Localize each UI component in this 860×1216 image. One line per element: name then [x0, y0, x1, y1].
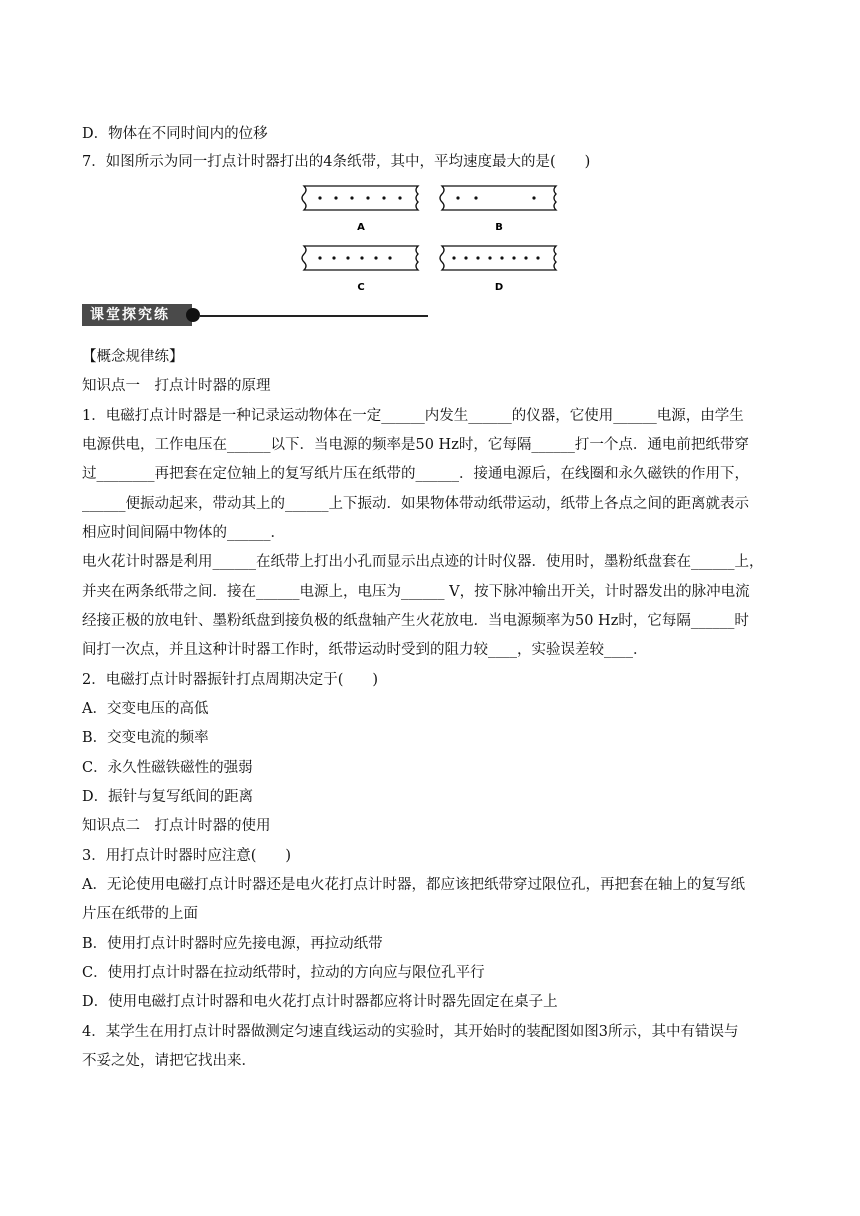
- tape-dot: [536, 256, 539, 259]
- section-rule: [200, 315, 428, 317]
- tape-dot: [452, 256, 455, 259]
- tape-dot: [318, 256, 321, 259]
- body-line: 相应时间间隔中物体的______．: [82, 525, 285, 541]
- paper-tape-d: [440, 246, 556, 293]
- body-line: 3．用打点计时器时应注意( ): [82, 848, 292, 864]
- body-line: A．交变电压的高低: [82, 701, 209, 717]
- tape-label: C: [357, 282, 365, 293]
- tape-dot: [532, 196, 535, 199]
- section-dot-icon: [186, 308, 200, 322]
- tape-dot: [334, 196, 337, 199]
- tape-dot: [346, 256, 349, 259]
- body-line: 【概念规律练】: [82, 349, 184, 365]
- paper-tape-b: [440, 186, 556, 233]
- tape-dot: [464, 256, 467, 259]
- body-line: 电源供电，工作电压在______以下．当电源的频率是50 Hz时，它每隔______打一个点．通电前把纸带穿: [82, 437, 749, 453]
- tape-dot: [456, 196, 459, 199]
- section-title: 课堂探究练: [82, 304, 192, 326]
- tape-label: D: [494, 282, 504, 293]
- body-line: C．永久性磁铁磁性的强弱: [82, 760, 253, 776]
- option-d-q6: D．物体在不同时间内的位移: [82, 126, 268, 142]
- tape-dot: [374, 256, 377, 259]
- body-line: 间打一次点，并且这种计时器工作时，纸带运动时受到的阻力较____，实验误差较____．: [82, 642, 648, 658]
- body-line: C．使用打点计时器在拉动纸带时，拉动的方向应与限位孔平行: [82, 965, 485, 981]
- body-line: 2．电磁打点计时器振针打点周期决定于( ): [82, 672, 379, 688]
- paper-tape-a: [302, 186, 418, 233]
- body-line: D．振针与复写纸间的距离: [82, 789, 254, 805]
- question-7: 7．如图所示为同一打点计时器打出的4条纸带，其中，平均速度最大的是( ): [82, 154, 591, 170]
- tape-dot: [360, 256, 363, 259]
- tape-label: B: [495, 222, 503, 233]
- body-line: D．使用电磁打点计时器和电火花打点计时器都应将计时器先固定在桌子上: [82, 994, 558, 1010]
- tape-dot: [388, 256, 391, 259]
- tape-dot: [476, 256, 479, 259]
- paper-tapes-figure: [290, 180, 580, 295]
- tape-dot: [332, 256, 335, 259]
- body-line: 过________再把套在定位轴上的复写纸片压在纸带的______．接通电源后，在线圈和永久磁铁的作用下，: [82, 466, 749, 482]
- paper-tape-c: [302, 246, 418, 293]
- body-line: 知识点一 打点计时器的原理: [82, 378, 271, 394]
- body-line: A．无论使用电磁打点计时器还是电火花打点计时器，都应该把纸带穿过限位孔，再把套在轴上的复写纸: [82, 877, 745, 893]
- body-line: 经接正极的放电针、墨粉纸盘到接负极的纸盘轴产生火花放电．当电源频率为50 Hz时，它每隔______时: [82, 613, 749, 629]
- body-line: 片压在纸带的上面: [82, 906, 198, 922]
- tape-label: A: [357, 222, 365, 233]
- tape-dot: [500, 256, 503, 259]
- body-line: 并夹在两条纸带之间．接在______电源上，电压为______ V，按下脉冲输出开关，计时器发出的脉冲电流: [82, 584, 750, 600]
- body-line: 4．某学生在用打点计时器做测定匀速直线运动的实验时，其开始时的装配图如图3所示，其中有错误与: [82, 1024, 739, 1040]
- tape-dot: [318, 196, 321, 199]
- tape-dot: [488, 256, 491, 259]
- tape-dot: [382, 196, 385, 199]
- body-line: 知识点二 打点计时器的使用: [82, 818, 271, 834]
- tape-dot: [512, 256, 515, 259]
- body-line: B．交变电流的频率: [82, 730, 209, 746]
- body-line: ______便振动起来，带动其上的______上下振动．如果物体带动纸带运动，纸带上各点之间的距离就表示: [82, 496, 749, 512]
- body-line: 不妥之处，请把它找出来．: [82, 1053, 256, 1069]
- body-line: 1．电磁打点计时器是一种记录运动物体在一定______内发生______的仪器，它使用______电源，由学生: [82, 408, 744, 424]
- body-line: 电火花计时器是利用______在纸带上打出小孔而显示出点迹的计时仪器．使用时，墨粉纸盘套在______上，: [82, 554, 764, 570]
- tape-dot: [350, 196, 353, 199]
- tape-dot: [474, 196, 477, 199]
- body-line: B．使用打点计时器时应先接电源，再拉动纸带: [82, 936, 383, 952]
- tape-dot: [398, 196, 401, 199]
- tape-dot: [366, 196, 369, 199]
- tape-dot: [524, 256, 527, 259]
